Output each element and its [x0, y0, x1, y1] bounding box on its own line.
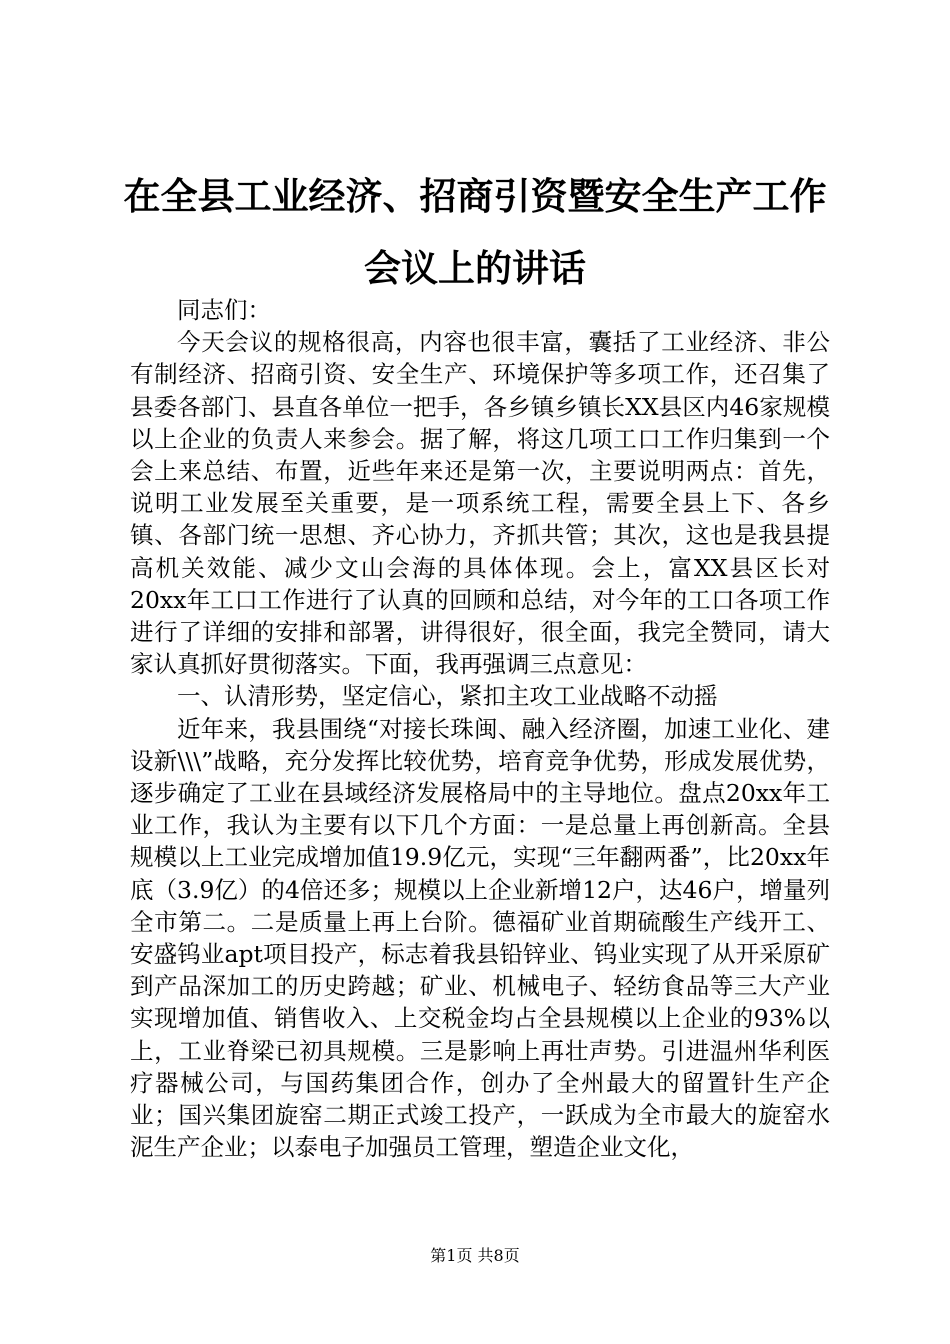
paragraph: 近年来，我县围绕“对接长珠闽、融入经济圈，加速工业化、建设新\\\”战略，充分发挥比较优势，培育竞争优势，形成发展优势，逐步确定了工业在县域经济发展格局中的主导地位。盘点20xx年工业工作，我认为主要有以下几个方面：一是总量上再创新高。全县规模以上工业完成增加值19.9亿元，实现“三年翻两番”，比20xx年底（3.9亿）的4倍还多；规模以上企业新增12户，达46户，增量列全市第二。二是质量上再上台阶。德福矿业首期硫酸生产线开工、安盛钨业apt项目投产，标志着我县铅锌业、钨业实现了从开采原矿到产品深加工的历史跨越；矿业、机械电子、轻纺食品等三大产业实现增加值、销售收入、上交税金均占全县规模以上企业的93%以上，工业脊梁已初具规模。三是影响上再壮声势。引进温州华利医疗器械公司，与国药集团合作，创办了全州最大的留置针生产企业；国兴集团旋窑二期正式竣工投产，一跃成为全市最大的旋窑水泥生产企业；以泰电子加强员工管理，塑造企业文化，	[130, 714, 830, 1162]
page-footer: 第1页 共8页	[430, 1246, 520, 1265]
paragraph: 今天会议的规格很高，内容也很丰富，囊括了工业经济、非公有制经济、招商引资、安全生产、环境保护等多项工作，还召集了县委各部门、县直各单位一把手，各乡镇乡镇长XX县区内46家规模以上企业的负责人来参会。据了解，将这几项工口工作归集到一个会上来总结、布置，近些年来还是第一次，主要说明两点：首先，说明工业发展至关重要，是一项系统工程，需要全县上下、各乡镇、各部门统一思想、齐心协力，齐抓共管；其次，这也是我县提高机关效能、减少文山会海的具体体现。会上，富XX县区长对20xx年工口工作进行了认真的回顾和总结，对今年的工口各项工作进行了详细的安排和部署，讲得很好，很全面，我完全赞同，请大家认真抓好贯彻落实。下面，我再强调三点意见：	[130, 328, 830, 679]
document-body	[130, 294, 830, 1163]
document-title: 在全县工业经济、招商引资暨安全生产工作会议上的讲话	[123, 174, 827, 290]
section-heading: 一、认清形势，坚定信心，紧扣主攻工业战略不动摇	[177, 682, 718, 711]
salutation: 同志们：	[177, 296, 271, 324]
